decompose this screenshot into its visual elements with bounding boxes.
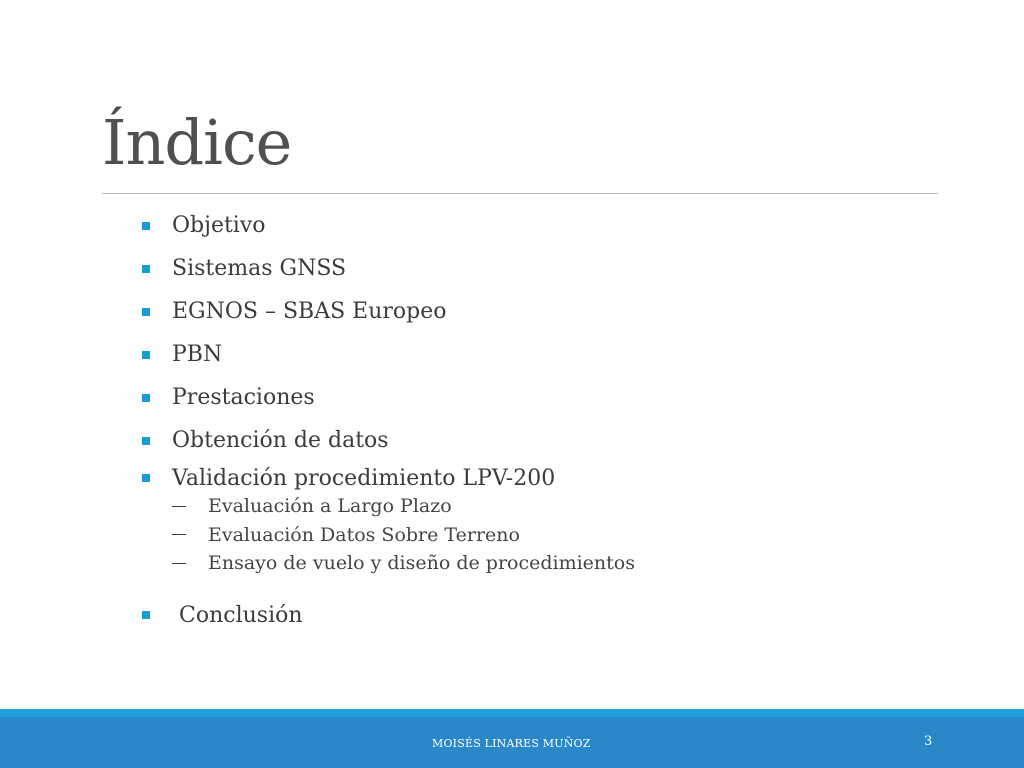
square-bullet-icon	[142, 222, 150, 230]
list-item	[142, 594, 922, 637]
footer-author: MOISÉS LINARES MUÑOZ	[432, 737, 591, 750]
list-item-label: Objetivo	[172, 213, 266, 238]
dash-bullet-icon	[172, 563, 186, 564]
list-item	[142, 419, 922, 462]
list-item-label: EGNOS – SBAS Europeo	[172, 299, 447, 324]
sub-list	[172, 492, 922, 578]
title-divider	[102, 193, 938, 194]
sub-list-item	[172, 549, 922, 578]
slide-title: Índice	[102, 106, 292, 179]
list-item-label: PBN	[172, 342, 223, 367]
list-item	[142, 333, 922, 376]
list-item	[142, 290, 922, 333]
list-item	[142, 204, 922, 247]
dash-bullet-icon	[172, 534, 186, 535]
sub-list-item-label: Ensayo de vuelo y diseño de procedimientos	[208, 552, 635, 575]
square-bullet-icon	[142, 437, 150, 445]
square-bullet-icon	[142, 611, 150, 619]
list-item-label: Prestaciones	[172, 385, 315, 410]
footer-accent-bar	[0, 709, 1024, 717]
sub-list-item-label: Evaluación Datos Sobre Terreno	[208, 523, 520, 546]
page-number: 3	[924, 734, 933, 749]
dash-bullet-icon	[172, 506, 186, 507]
square-bullet-icon	[142, 474, 150, 482]
square-bullet-icon	[142, 308, 150, 316]
list-item	[142, 462, 922, 494]
list-item	[142, 376, 922, 419]
bullet-list	[142, 204, 922, 637]
list-item-label: Obtención de datos	[172, 428, 389, 453]
list-item	[142, 247, 922, 290]
square-bullet-icon	[142, 351, 150, 359]
sub-list-item-label: Evaluación a Largo Plazo	[208, 495, 452, 518]
sub-list-item	[172, 521, 922, 550]
sub-list-item	[172, 492, 922, 521]
list-item-label: Sistemas GNSS	[172, 256, 347, 281]
square-bullet-icon	[142, 265, 150, 273]
list-item-label: Conclusión	[179, 602, 303, 628]
square-bullet-icon	[142, 394, 150, 402]
list-item-label: Validación procedimiento LPV-200	[172, 465, 556, 491]
